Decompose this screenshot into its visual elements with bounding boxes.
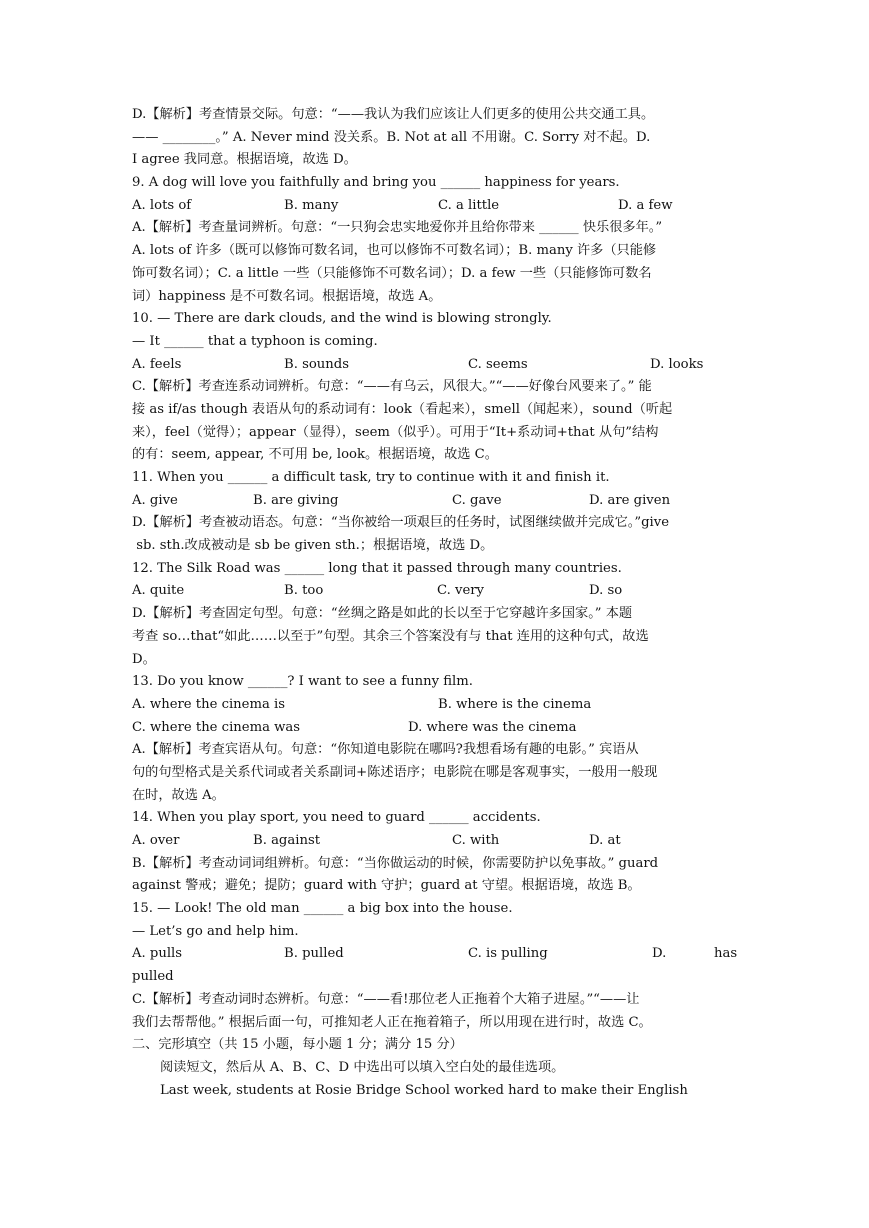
section-heading: 二、完形填空（共 15 小题，每小题 1 分；满分 15 分） (132, 1037, 463, 1053)
option-c: C. very (437, 583, 485, 599)
question-15-reply: — Let’s go and help him. (132, 923, 299, 939)
question-10-options (132, 354, 738, 377)
explanation-line: 在时，故选 A。 (132, 787, 225, 803)
option-c: C. a little (438, 197, 500, 213)
option-d-continued: pulled (132, 969, 174, 985)
option-a: A. give (132, 492, 178, 508)
explanation-line: B.【解析】考查动词词组辨析。句意：“当你做运动的时候，你需要防护以免事故。” guard (132, 855, 659, 871)
option-c: C. seems (468, 356, 528, 372)
question-15-options (132, 943, 738, 966)
explanation-line: sb. sth.改成被动是 sb be given sth.；根据语境，故选 D。 (132, 538, 494, 554)
option-d: D. so (589, 583, 623, 599)
option-a: A. over (132, 833, 180, 848)
question-12: 12. The Silk Road was ______ long that it passed through many countries. (132, 560, 622, 576)
option-a: A. pulls (132, 946, 183, 962)
question-14-options (132, 830, 738, 853)
text-line: D.【解析】考查情景交际。句意：“——我认为我们应该让人们更多的使用公共交通工具。 (132, 107, 655, 122)
option-d: D. a few (618, 197, 673, 213)
option-a: A. lots of (132, 197, 192, 213)
question-14: 14. When you play sport, you need to guard ______ accidents. (132, 810, 541, 826)
text-line: I agree 我同意。根据语境，故选 D。 (132, 152, 357, 168)
option-c: C. is pulling (468, 946, 548, 962)
question-10-reply: — It ______ that a typhoon is coming. (132, 333, 378, 349)
explanation-line: A.【解析】考查宾语从句。句意：“你知道电影院在哪吗?我想看场有趣的电影。” 宾语从 (132, 742, 639, 758)
question-9-options (132, 195, 738, 218)
explanation-line: D.【解析】考查固定句型。句意：“丝绸之路是如此的长以至于它穿越许多国家。” 本题 (132, 606, 633, 622)
explanation-line: 饰可数名词）；C. a little 一些（只能修饰不可数名词）；D. a few 一些（只能修饰可数名 (132, 265, 652, 281)
option-b: B. many (284, 197, 339, 213)
option-d-text: has (714, 946, 738, 962)
explanation-line: D。 (132, 651, 156, 667)
explanation-line: 的有：seem, appear, 不可用 be, look。根据语境，故选 C。 (132, 447, 498, 463)
question-13-options-row2 (132, 717, 738, 740)
explanation-line: 我们去帮帮他。” 根据后面一句，可推知老人正在拖着箱子，所以用现在进行时，故选 C。 (132, 1014, 652, 1030)
option-b: B. against (253, 833, 321, 848)
option-b: B. too (284, 583, 324, 599)
section-instructions: 阅读短文，然后从 A、B、C、D 中选出可以填入空白处的最佳选项。 (160, 1059, 565, 1075)
document-content (132, 104, 738, 1102)
option-c: C. with (452, 833, 500, 848)
explanation-line: 来），feel（觉得）；appear（显得），seem（似乎）。可用于“It+系动词+that 从句”结构 (132, 424, 659, 440)
explanation-line: D.【解析】考查被动语态。句意：“当你被给一项艰巨的任务时，试图继续做并完成它。”give (132, 515, 670, 531)
text-line: —— ________。” A. Never mind 没关系。B. Not at all 不用谢。C. Sorry 对不起。D. (132, 129, 651, 145)
explanation-line: 考查 so…that“如此……以至于”句型。其余三个答案没有与 that 连用的这种句式，故选 (132, 628, 649, 644)
option-a: A. where the cinema is (132, 696, 286, 712)
option-c: C. where the cinema was (132, 719, 301, 735)
question-11-options (132, 490, 738, 513)
question-9: 9. A dog will love you faithfully and bring you ______ happiness for years. (132, 175, 620, 191)
explanation-line: C.【解析】考查动词时态辨析。句意：“——看!那位老人正拖着个大箱子进屋。”“——让 (132, 991, 640, 1007)
explanation-line: 句的句型格式是关系代词或者关系副词+陈述语序；电影院在哪是客观事实，一般用一般现 (132, 764, 658, 780)
option-b: B. pulled (284, 946, 344, 962)
option-a: A. quite (132, 583, 185, 599)
option-d: D. are given (589, 492, 671, 508)
explanation-line: against 警戒；避免；提防；guard with 守护；guard at 守望。根据语境，故选 B。 (132, 878, 641, 894)
explanation-line: C.【解析】考查连系动词辨析。句意：“——有乌云，风很大。”“——好像台风要来了。” 能 (132, 379, 652, 395)
option-b: B. are giving (253, 492, 339, 508)
option-c: C. gave (452, 492, 502, 508)
explanation-line: 接 as if/as though 表语从句的系动词有：look（看起来），smell（闻起来），sound（听起 (132, 401, 673, 417)
question-12-options (132, 580, 738, 603)
option-b: B. where is the cinema (438, 696, 592, 712)
explanation-line: 词）happiness 是不可数名词。根据语境，故选 A。 (132, 288, 442, 304)
question-10: 10. — There are dark clouds, and the wind is blowing strongly. (132, 311, 552, 327)
option-b: B. sounds (284, 356, 349, 372)
question-11: 11. When you ______ a difficult task, try to continue with it and finish it. (132, 470, 610, 485)
question-15: 15. — Look! The old man ______ a big box into the house. (132, 901, 513, 917)
option-d: D. (652, 946, 667, 962)
option-d: D. looks (650, 356, 704, 372)
option-d: D. at (589, 833, 621, 848)
option-d: D. where was the cinema (408, 719, 577, 735)
explanation-line: A.【解析】考查量词辨析。句意：“一只狗会忠实地爱你并且给你带来 ______ 快乐很多年。” (132, 220, 663, 236)
question-13: 13. Do you know ______? I want to see a funny film. (132, 674, 473, 690)
option-a: A. feels (132, 356, 182, 372)
passage-first-line: Last week, students at Rosie Bridge School worked hard to make their English (160, 1082, 688, 1098)
question-13-options-row1 (132, 694, 738, 717)
explanation-line: A. lots of 许多（既可以修饰可数名词，也可以修饰不可数名词）；B. many 许多（只能修 (132, 243, 657, 259)
